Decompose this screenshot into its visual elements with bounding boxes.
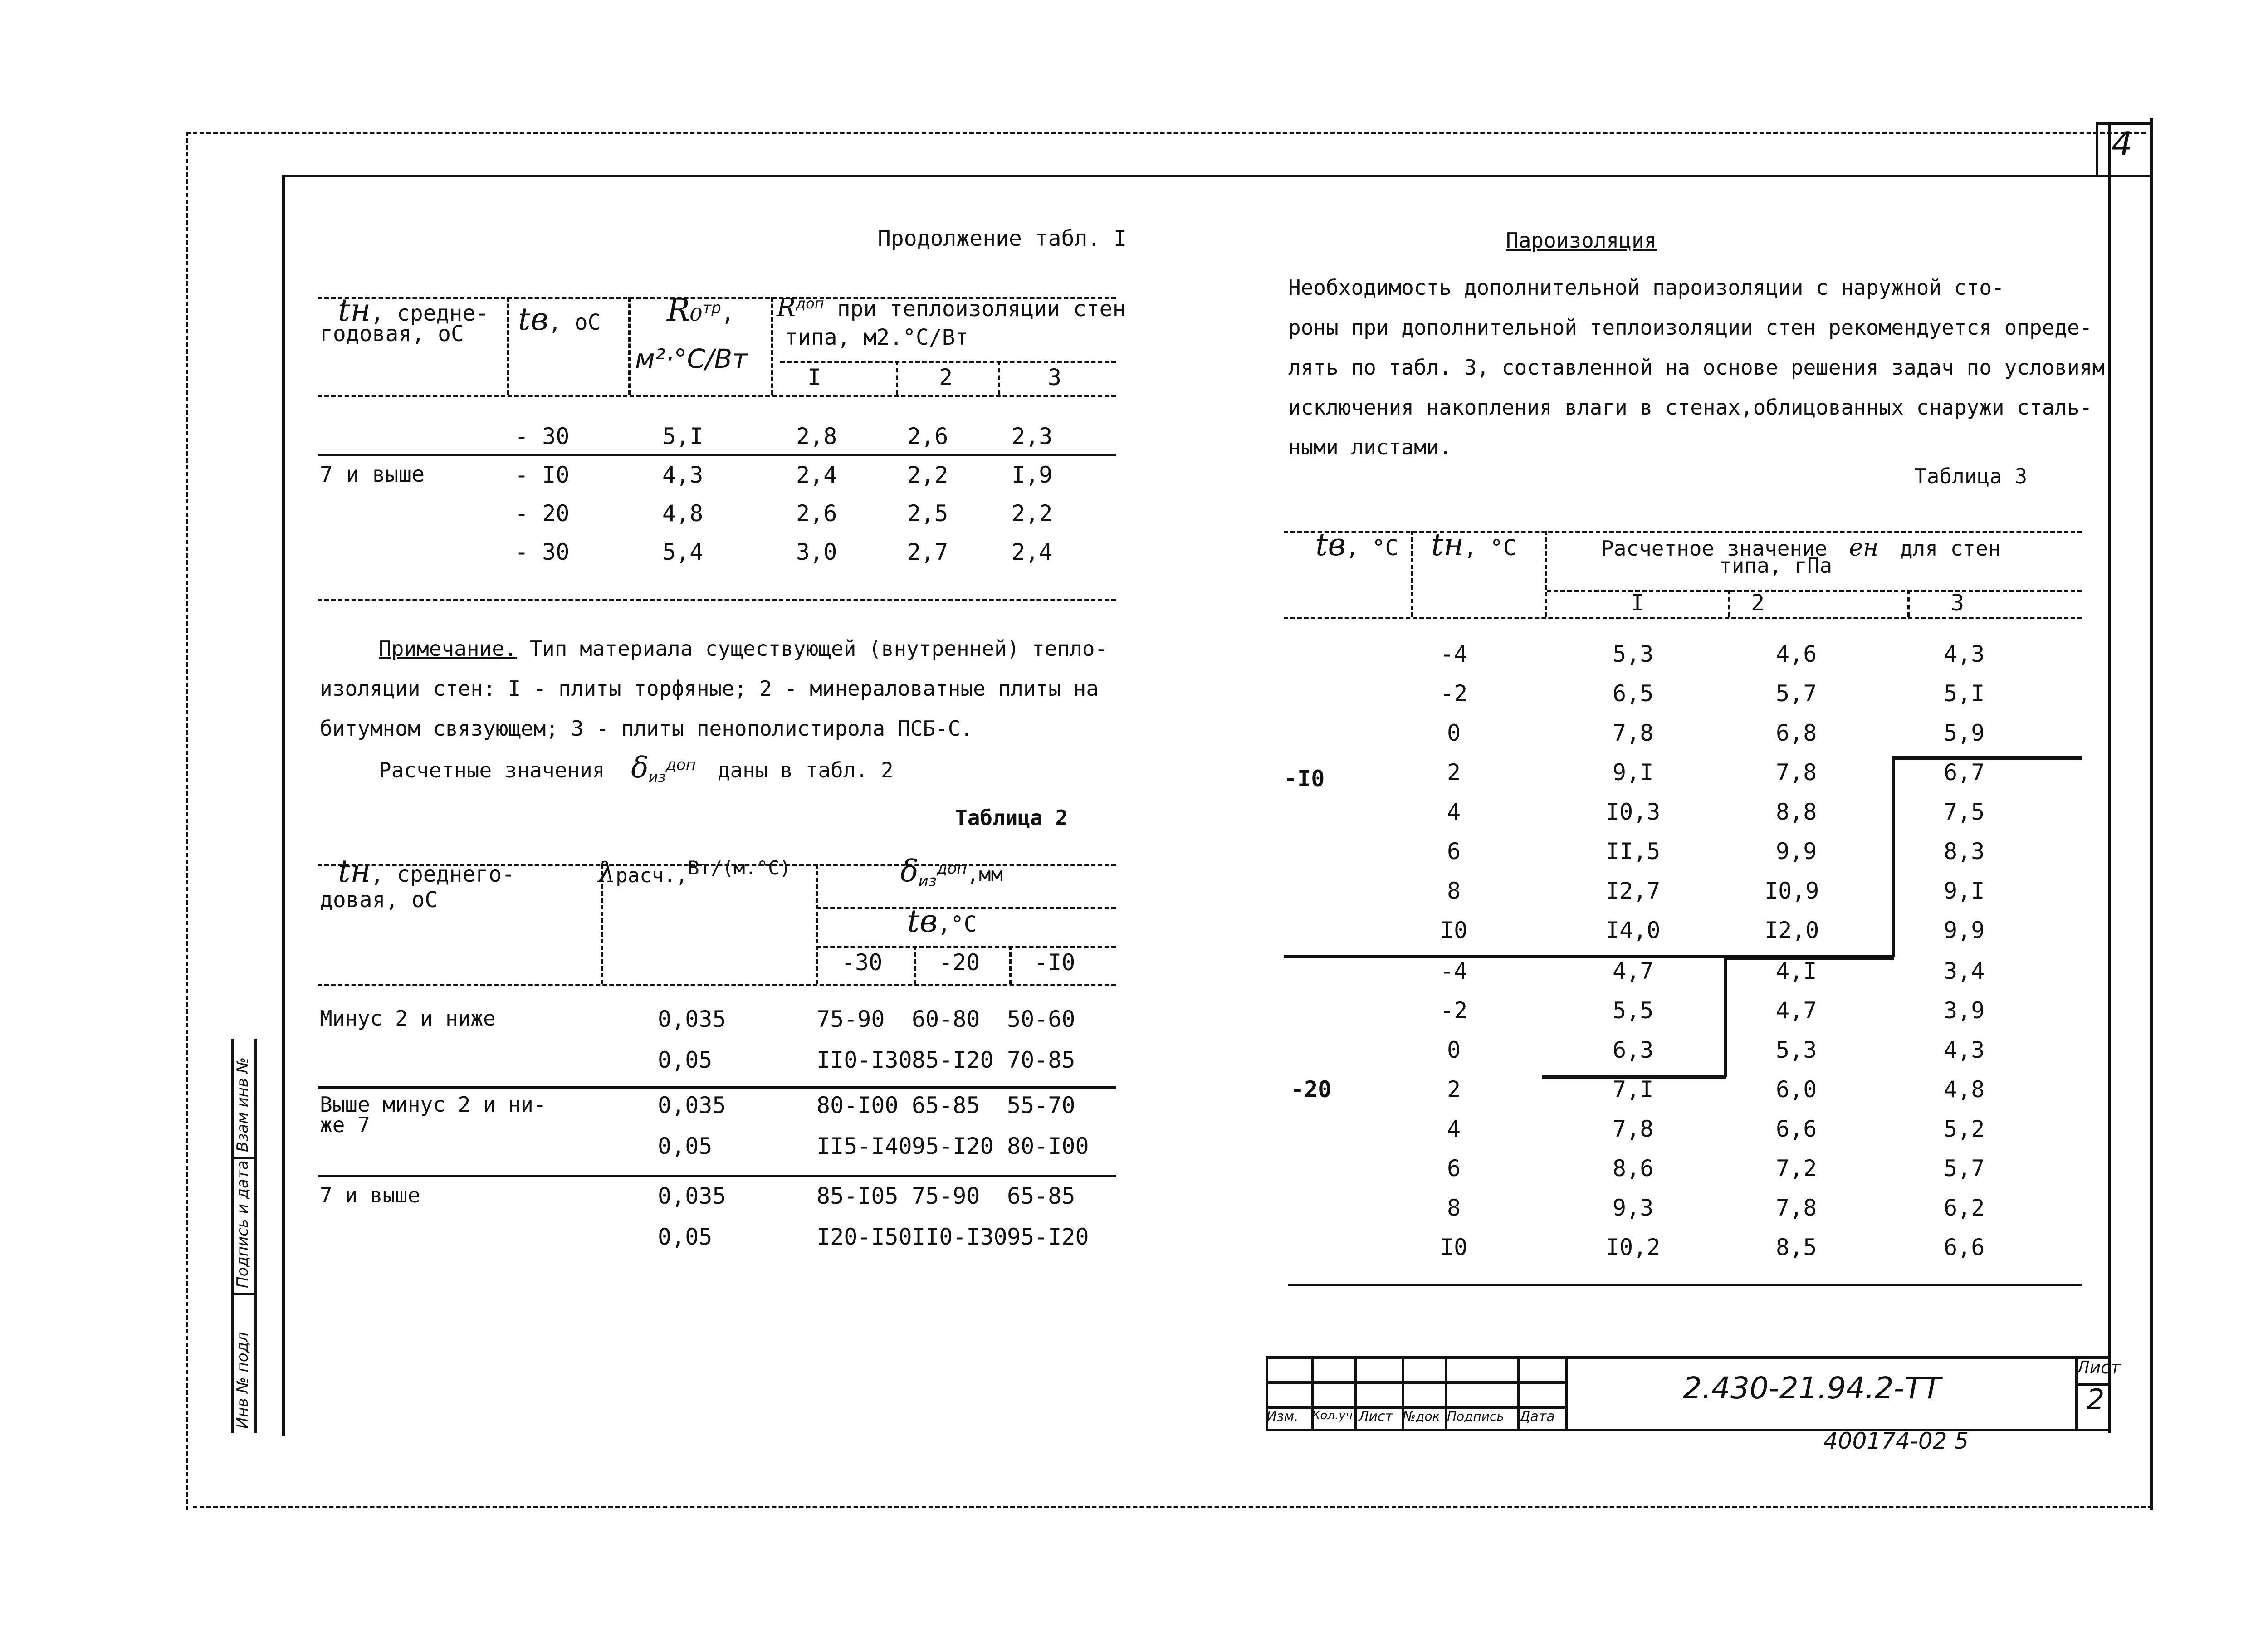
table1-header-rdop: $R^{доп}$ при теплоизоляции стен [777,293,1126,322]
table2-sub-3: -I0 [1034,949,1075,976]
table1-header-tn: tн, средне- [338,293,489,328]
table1-header-r-unit: м²·°С/Вт [635,343,748,374]
table2-group-2-label: Выше минус 2 и ни- [320,1092,546,1117]
table3-header-e-2: типа, гПа [1719,553,1833,578]
table2-caption: Таблица 2 [955,806,1068,830]
table3-header-e: Расчетное значение eн для стен [1601,534,2001,562]
side-label-inv: Инв № подл [234,1332,252,1429]
table2-header-tn-2: довая, оС [320,887,438,913]
stamp-col-kol-uch: Кол.уч [1312,1409,1353,1422]
side-label-vzam: Взам инв № [234,1057,252,1152]
table1-header-r: R₀$^{тр}$, [667,293,734,328]
stamp-col-list: Лист [1359,1409,1393,1425]
table1-sub-2: 2 [939,364,953,391]
corner-number: 4 [2112,125,2132,163]
side-label-sign-date: Подпись и дата [234,1160,252,1288]
table1-sub-1: I [807,364,821,391]
table1-group-label: 7 и выше [320,462,425,487]
table1-header-rdop-2: типа, м2.°С/Вт [785,325,968,350]
note-line-2: изоляции стен: I - плиты торфяные; 2 - минераловатные плиты на [320,676,1099,701]
stamp-col-ndok: №док [1403,1409,1440,1424]
note-line-1: Примечание. Тип материала существующей (внутренней) тепло- [379,636,1108,661]
table2-header-tv: tв,°С [907,903,977,939]
table3-sub-2: 2 [1751,590,1765,616]
vapor-title: Пароизоляция [1506,228,1657,253]
table1-caption: Продолжение табл. I [878,226,1127,251]
table1-sub-3: 3 [1048,364,1062,391]
table2-sub-1: -30 [841,949,883,976]
table1-header-tv: tв, оС [518,302,601,337]
note-line-3: битумном связующем; 3 - плиты пенополистирола ПСБ-С. [320,716,973,741]
archive-code: 400174-02 5 [1823,1428,1969,1454]
table2-group-2-label-2: же 7 [320,1113,370,1137]
doc-code: 2.430-21.94.2-ТТ [1683,1371,1941,1406]
vapor-paragraph: Необходимость дополнительной пароизоляции с наружной сто- роны при дополнительной теплоизоляции стен рекомендуется опреде- лять по табл. 3, составленной на основе решения задач по условиям исключения накопления влаги в стенах,облицованных снаружи сталь- ными листами. [1288,275,2105,459]
table2-header-tn: tн, среднего- [338,854,515,889]
table3-sub-3: 3 [1950,590,1965,616]
stamp-col-izm: Изм. [1266,1409,1299,1425]
table3-header-tv: tв, °С [1315,527,1398,563]
sheet-label: Лист [2077,1358,2121,1377]
table2-group-3-label: 7 и выше [320,1183,420,1207]
table3-header-tn: tн, °С [1431,527,1516,563]
stamp-col-podpis: Подпись [1447,1409,1504,1424]
table3-tv-group-1: -I0 [1284,766,1325,792]
table2-header-lambda: λрасч.,$^{Вт/(м.^\circ С)}$ [598,856,791,889]
table3-caption: Таблица 3 [1914,464,2028,488]
table2-header-delta: $\delta_{из}^{доп},мм$ [900,854,1003,890]
table1-header-tn-2: годовая, оС [320,321,464,347]
table3-sub-1: I [1631,590,1645,616]
sheet-number: 2 [2087,1383,2105,1416]
table3-tv-group-2: -20 [1290,1076,1332,1103]
stamp-col-data: Дата [1520,1409,1555,1425]
note-calc-line: Расчетные значения $\delta_{из}^{доп}$ даны в табл. 2 [379,751,894,786]
table2-sub-2: -20 [939,949,980,976]
table2-group-1-label: Минус 2 и ниже [320,1006,496,1030]
